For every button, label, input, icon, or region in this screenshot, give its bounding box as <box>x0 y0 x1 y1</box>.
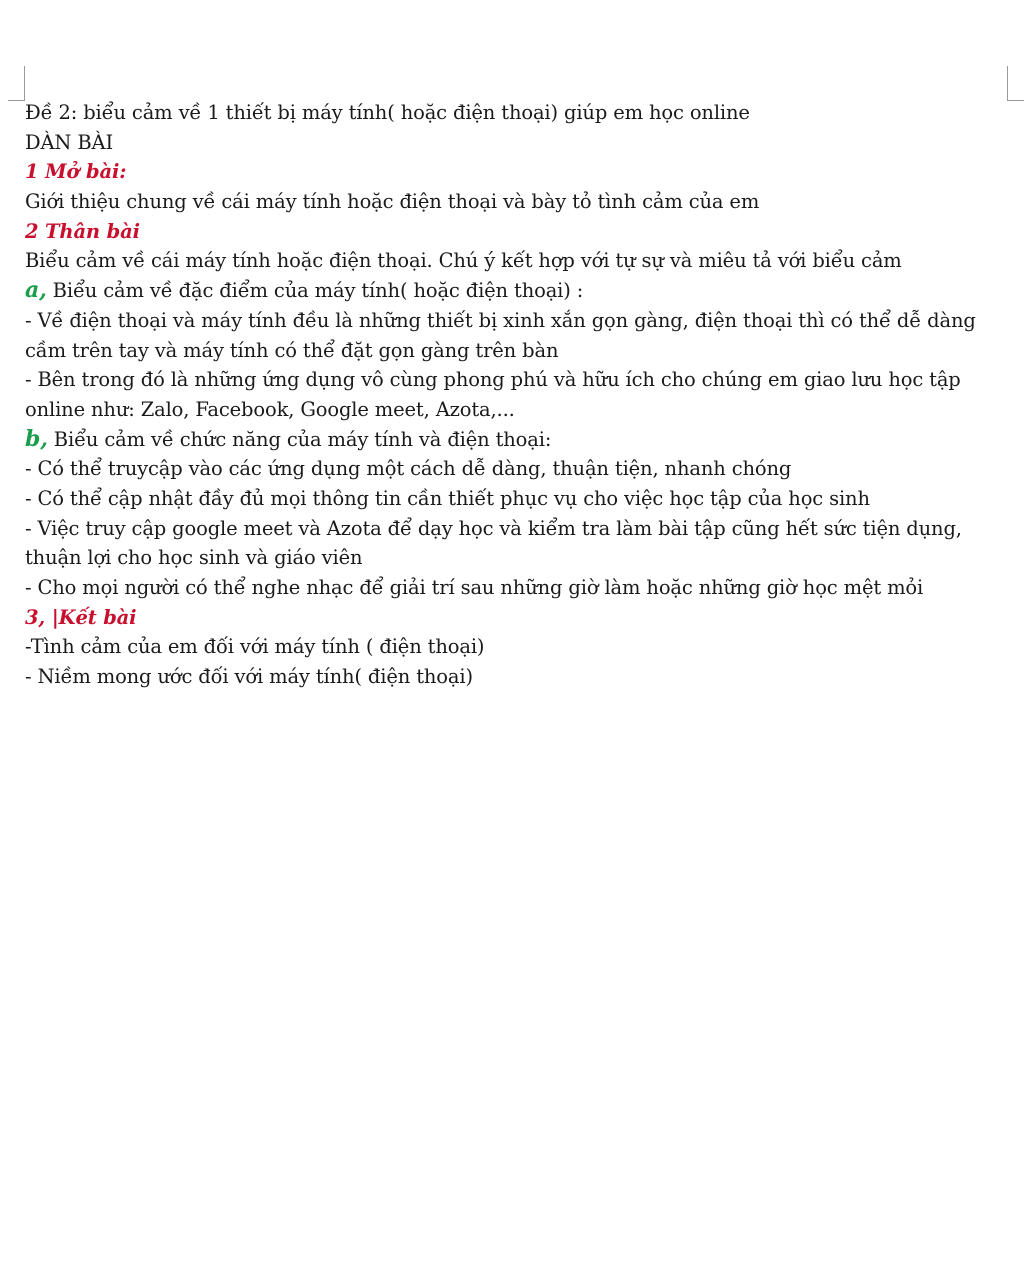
conclusion-heading: 3, |Kết bài <box>25 605 137 629</box>
section-a-item: - Về điện thoại và máy tính đều là những thiết bị xinh xắn gọn gàng, điện thoại thì có thể dễ dàng <box>25 308 976 332</box>
intro-heading: 1 Mở bài: <box>25 160 127 184</box>
section-b-item: - Việc truy cập google meet và Azota để dạy học và kiểm tra làm bài tập cũng hết sức tiện dụng, <box>25 516 962 540</box>
section-a-item: online như: Zalo, Facebook, Google meet, Azota,... <box>25 397 515 421</box>
section-b-item: thuận lợi cho học sinh và giáo viên <box>25 546 363 570</box>
section-a-item: - Bên trong đó là những ứng dụng vô cùng phong phú và hữu ích cho chúng em giao lưu học tập <box>25 368 961 392</box>
intro-text: Giới thiệu chung về cái máy tính hoặc điện thoại và bày tỏ tình cảm của em <box>25 190 760 214</box>
section-a-title: Biểu cảm về đặc điểm của máy tính( hoặc điện thoại) : <box>46 279 584 303</box>
section-a-heading <box>25 276 1015 306</box>
conclusion-item: - Niềm mong ước đối với máy tính( điện thoại) <box>25 665 473 689</box>
page-corner-mark-left <box>8 66 25 101</box>
body-text: Biểu cảm về cái máy tính hoặc điện thoại. Chú ý kết hợp với tự sự và miêu tả với biểu cảm <box>25 249 902 273</box>
section-b-title: Biểu cảm về chức năng của máy tính và điện thoại: <box>47 427 552 451</box>
document-body <box>25 98 1015 692</box>
outline-label: DÀN BÀI <box>25 130 114 154</box>
section-b-heading <box>25 425 1015 455</box>
section-b-item: - Cho mọi người có thể nghe nhạc để giải trí sau những giờ làm hoặc những giờ học mệt mỏi <box>25 576 924 599</box>
section-b-marker: b, <box>25 425 48 452</box>
doc-title: Đề 2: biểu cảm về 1 thiết bị máy tính( hoặc điện thoại) giúp em học online <box>25 101 750 124</box>
page-corner-mark-right <box>1007 66 1024 101</box>
body-heading: 2 Thân bài <box>25 219 140 243</box>
section-b-item: - Có thể truycập vào các ứng dụng một cách dễ dàng, thuận tiện, nhanh chóng <box>25 457 792 481</box>
section-a-marker: a, <box>25 277 47 304</box>
conclusion-item: -Tình cảm của em đối với máy tính ( điện thoại) <box>25 635 485 659</box>
section-b-item: - Có thể cập nhật đầy đủ mọi thông tin cần thiết phục vụ cho việc học tập của học sinh <box>25 486 870 510</box>
section-a-item: cầm trên tay và máy tính có thể đặt gọn gàng trên bàn <box>25 338 559 362</box>
